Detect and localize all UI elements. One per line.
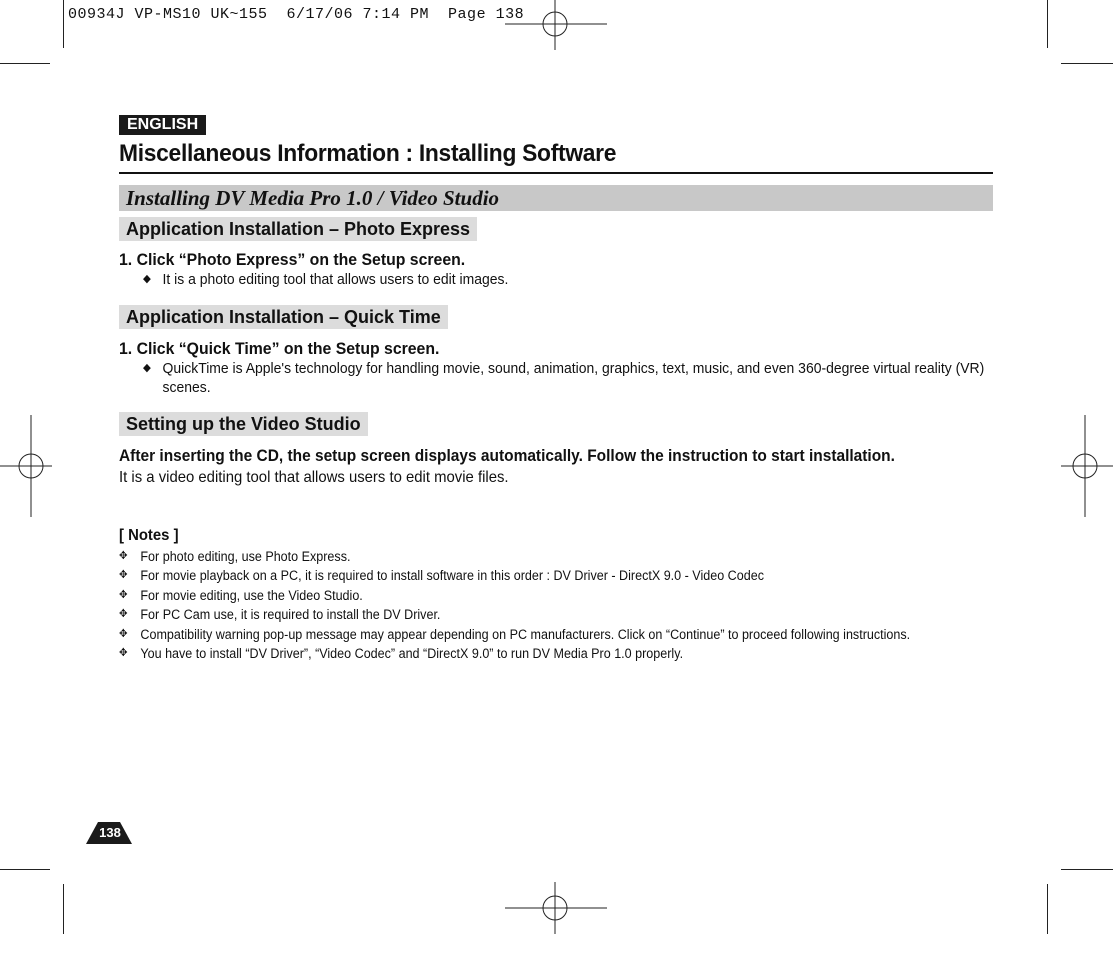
photo-express-step: 1. Click “Photo Express” on the Setup screen.: [119, 250, 466, 269]
crop-mark: [63, 0, 64, 48]
crop-mark: [1047, 0, 1048, 48]
notes-title: [ Notes ]: [119, 527, 179, 544]
note-item: ✥ For movie playback on a PC, it is required to install software in this order : DV Driver - DirectX 9.0 - Video Codec: [119, 566, 956, 585]
cross-bullet-icon: ✥: [119, 646, 128, 659]
note-item: ✥ For PC Cam use, it is required to install the DV Driver.: [119, 605, 956, 624]
bullet-text: QuickTime is Apple's technology for handling movie, sound, animation, graphics, text, music, and even 360-degree virtual reality (VR) scenes.: [162, 360, 985, 396]
section-title: Installing DV Media Pro 1.0 / Video Studio: [126, 186, 500, 210]
video-studio-lead: After inserting the CD, the setup screen displays automatically. Follow the instruction to start installation.: [119, 446, 895, 465]
cross-bullet-icon: ✥: [119, 627, 128, 640]
crop-mark: [63, 884, 64, 934]
photo-express-bullet: [143, 270, 980, 289]
section-title-bar: [119, 185, 993, 211]
crop-mark: [0, 63, 50, 64]
registration-mark-icon: [0, 415, 52, 517]
registration-mark-icon: [1061, 415, 1113, 517]
cross-bullet-icon: ✥: [119, 588, 128, 601]
crop-mark: [1061, 63, 1113, 64]
crop-mark: [1061, 869, 1113, 870]
quick-time-bullet: [143, 359, 989, 397]
page-number: 138: [99, 825, 121, 840]
title-divider: [119, 172, 993, 174]
page-number-badge: [86, 822, 132, 844]
cross-bullet-icon: ✥: [119, 550, 128, 562]
note-item: ✥ You have to install “DV Driver”, “Video Codec” and “DirectX 9.0” to run DV Media Pro 1.0 properly.: [119, 644, 956, 663]
page-title: Miscellaneous Information : Installing Software: [119, 140, 617, 167]
photo-express-heading: Application Installation – Photo Express: [119, 217, 477, 241]
language-badge: ENGLISH: [119, 115, 206, 135]
video-studio-heading: Setting up the Video Studio: [119, 412, 368, 436]
quick-time-heading: Application Installation – Quick Time: [119, 305, 448, 329]
cross-bullet-icon: ✥: [119, 569, 128, 582]
note-item: ✥ For photo editing, use Photo Express.: [119, 547, 956, 566]
video-studio-text: It is a video editing tool that allows users to edit movie files.: [119, 469, 509, 486]
diamond-bullet-icon: ◆: [143, 273, 151, 285]
print-header: 00934J VP-MS10 UK~155 6/17/06 7:14 PM Page 138: [68, 6, 525, 23]
registration-mark-icon: [505, 882, 607, 934]
crop-mark: [1047, 884, 1048, 934]
bullet-text: It is a photo editing tool that allows users to edit images.: [162, 271, 509, 288]
quick-time-step: 1. Click “Quick Time” on the Setup screen.: [119, 339, 440, 358]
diamond-bullet-icon: ◆: [143, 362, 151, 374]
cross-bullet-icon: ✥: [119, 608, 128, 621]
notes-list: [119, 547, 1019, 663]
note-item: ✥ Compatibility warning pop-up message may appear depending on PC manufacturers. Click on “Continue” to proceed following instructions.: [119, 625, 956, 644]
crop-mark: [0, 869, 50, 870]
note-item: ✥ For movie editing, use the Video Studio.: [119, 586, 956, 605]
